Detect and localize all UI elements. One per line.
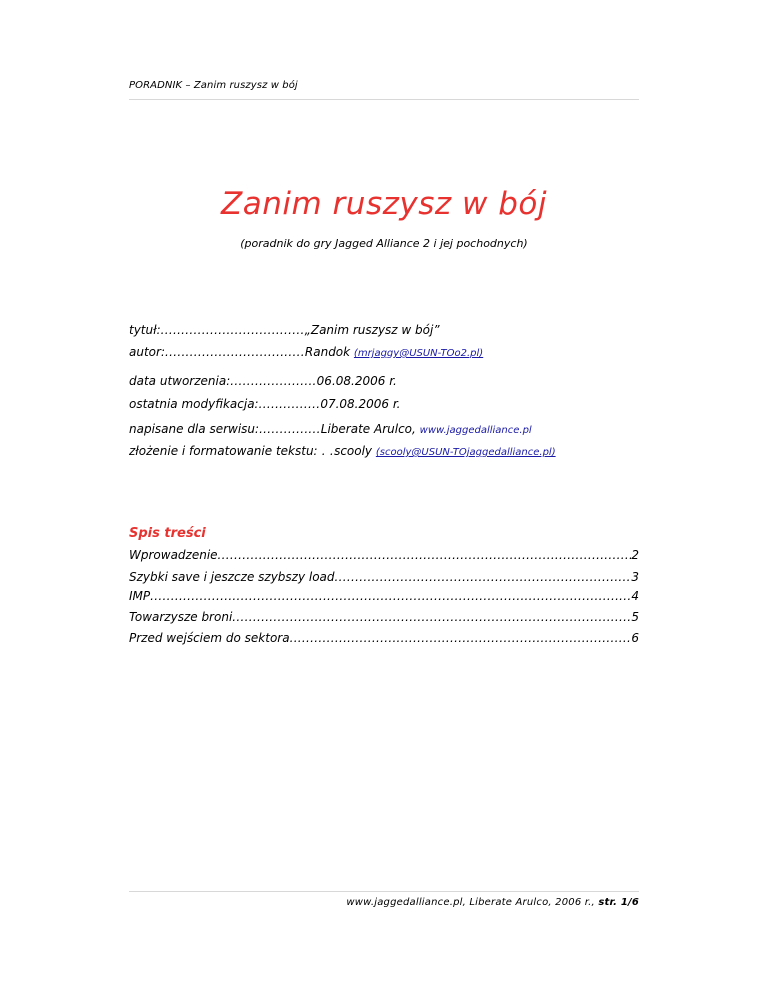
toc-item-page: 5 xyxy=(631,610,639,624)
meta-dots: ................................... xyxy=(160,323,305,337)
toc-leader xyxy=(218,548,632,562)
document-title: Zanim ruszysz w bój xyxy=(221,186,547,222)
toc-item-label: Przed wejściem do sektora xyxy=(129,631,290,645)
toc-item-label: Szybki save i jeszcze szybszy load xyxy=(129,570,335,584)
running-header: PORADNIK – Zanim ruszysz w bój xyxy=(129,80,298,91)
toc-item[interactable] xyxy=(129,631,639,645)
footer-divider xyxy=(129,891,639,892)
meta-label: tytuł: xyxy=(129,323,161,337)
meta-row-created xyxy=(129,374,649,388)
meta-value: Randok xyxy=(304,345,354,359)
formatter-email-link[interactable]: (scooly@USUN-TOjaggedalliance.pl) xyxy=(375,447,556,458)
toc-item-label: IMP xyxy=(129,589,151,603)
toc-item-page: 6 xyxy=(631,631,639,645)
toc-leader xyxy=(335,570,632,584)
toc-item-page: 3 xyxy=(631,570,639,584)
meta-row-formatting xyxy=(129,444,649,458)
meta-row-modified xyxy=(129,397,649,411)
meta-dots: ............... xyxy=(259,422,321,436)
meta-value: 07.08.2006 r. xyxy=(320,397,401,411)
meta-row-title xyxy=(129,323,649,337)
meta-dots: ..................... xyxy=(230,374,317,388)
meta-dots: ............... xyxy=(258,397,321,411)
meta-value: scooly xyxy=(334,444,376,458)
meta-label: data utworzenia: xyxy=(129,374,231,388)
meta-dots: . . xyxy=(317,444,335,458)
service-site-link[interactable]: www.jaggedalliance.pl xyxy=(419,425,532,436)
meta-dots: .................................. xyxy=(164,345,305,359)
document-subtitle: (poradnik do gry Jagged Alliance 2 i jej pochodnych) xyxy=(240,237,528,250)
toc-leader xyxy=(232,610,631,624)
toc-leader xyxy=(290,631,632,645)
meta-value: „Zanim ruszysz w bój” xyxy=(304,323,440,337)
toc-item[interactable] xyxy=(129,589,639,603)
meta-row-author xyxy=(129,345,649,359)
author-email-link[interactable]: (mrjaggy@USUN-TOo2.pl) xyxy=(353,348,484,359)
footer-page-number: str. 1/6 xyxy=(598,897,639,908)
toc-item[interactable] xyxy=(129,610,639,624)
meta-label: złożenie i formatowanie tekstu: xyxy=(129,444,318,458)
toc-item-page: 4 xyxy=(631,589,639,603)
toc-item[interactable] xyxy=(129,570,639,584)
running-footer xyxy=(129,897,639,908)
toc-item-label: Wprowadzenie xyxy=(129,548,218,562)
meta-value: 06.08.2006 r. xyxy=(316,374,397,388)
footer-text: www.jaggedalliance.pl, Liberate Arulco, 2006 r., xyxy=(346,897,599,908)
header-divider xyxy=(129,99,639,100)
toc-heading: Spis treści xyxy=(129,526,206,541)
toc-item[interactable] xyxy=(129,548,639,562)
toc-item-page: 2 xyxy=(631,548,639,562)
meta-label: ostatnia modyfikacja: xyxy=(129,397,259,411)
meta-label: napisane dla serwisu: xyxy=(129,422,260,436)
meta-value: Liberate Arulco, xyxy=(320,422,420,436)
meta-row-service xyxy=(129,422,649,436)
toc-leader xyxy=(150,589,631,603)
toc-item-label: Towarzysze broni xyxy=(129,610,233,624)
meta-label: autor: xyxy=(129,345,165,359)
